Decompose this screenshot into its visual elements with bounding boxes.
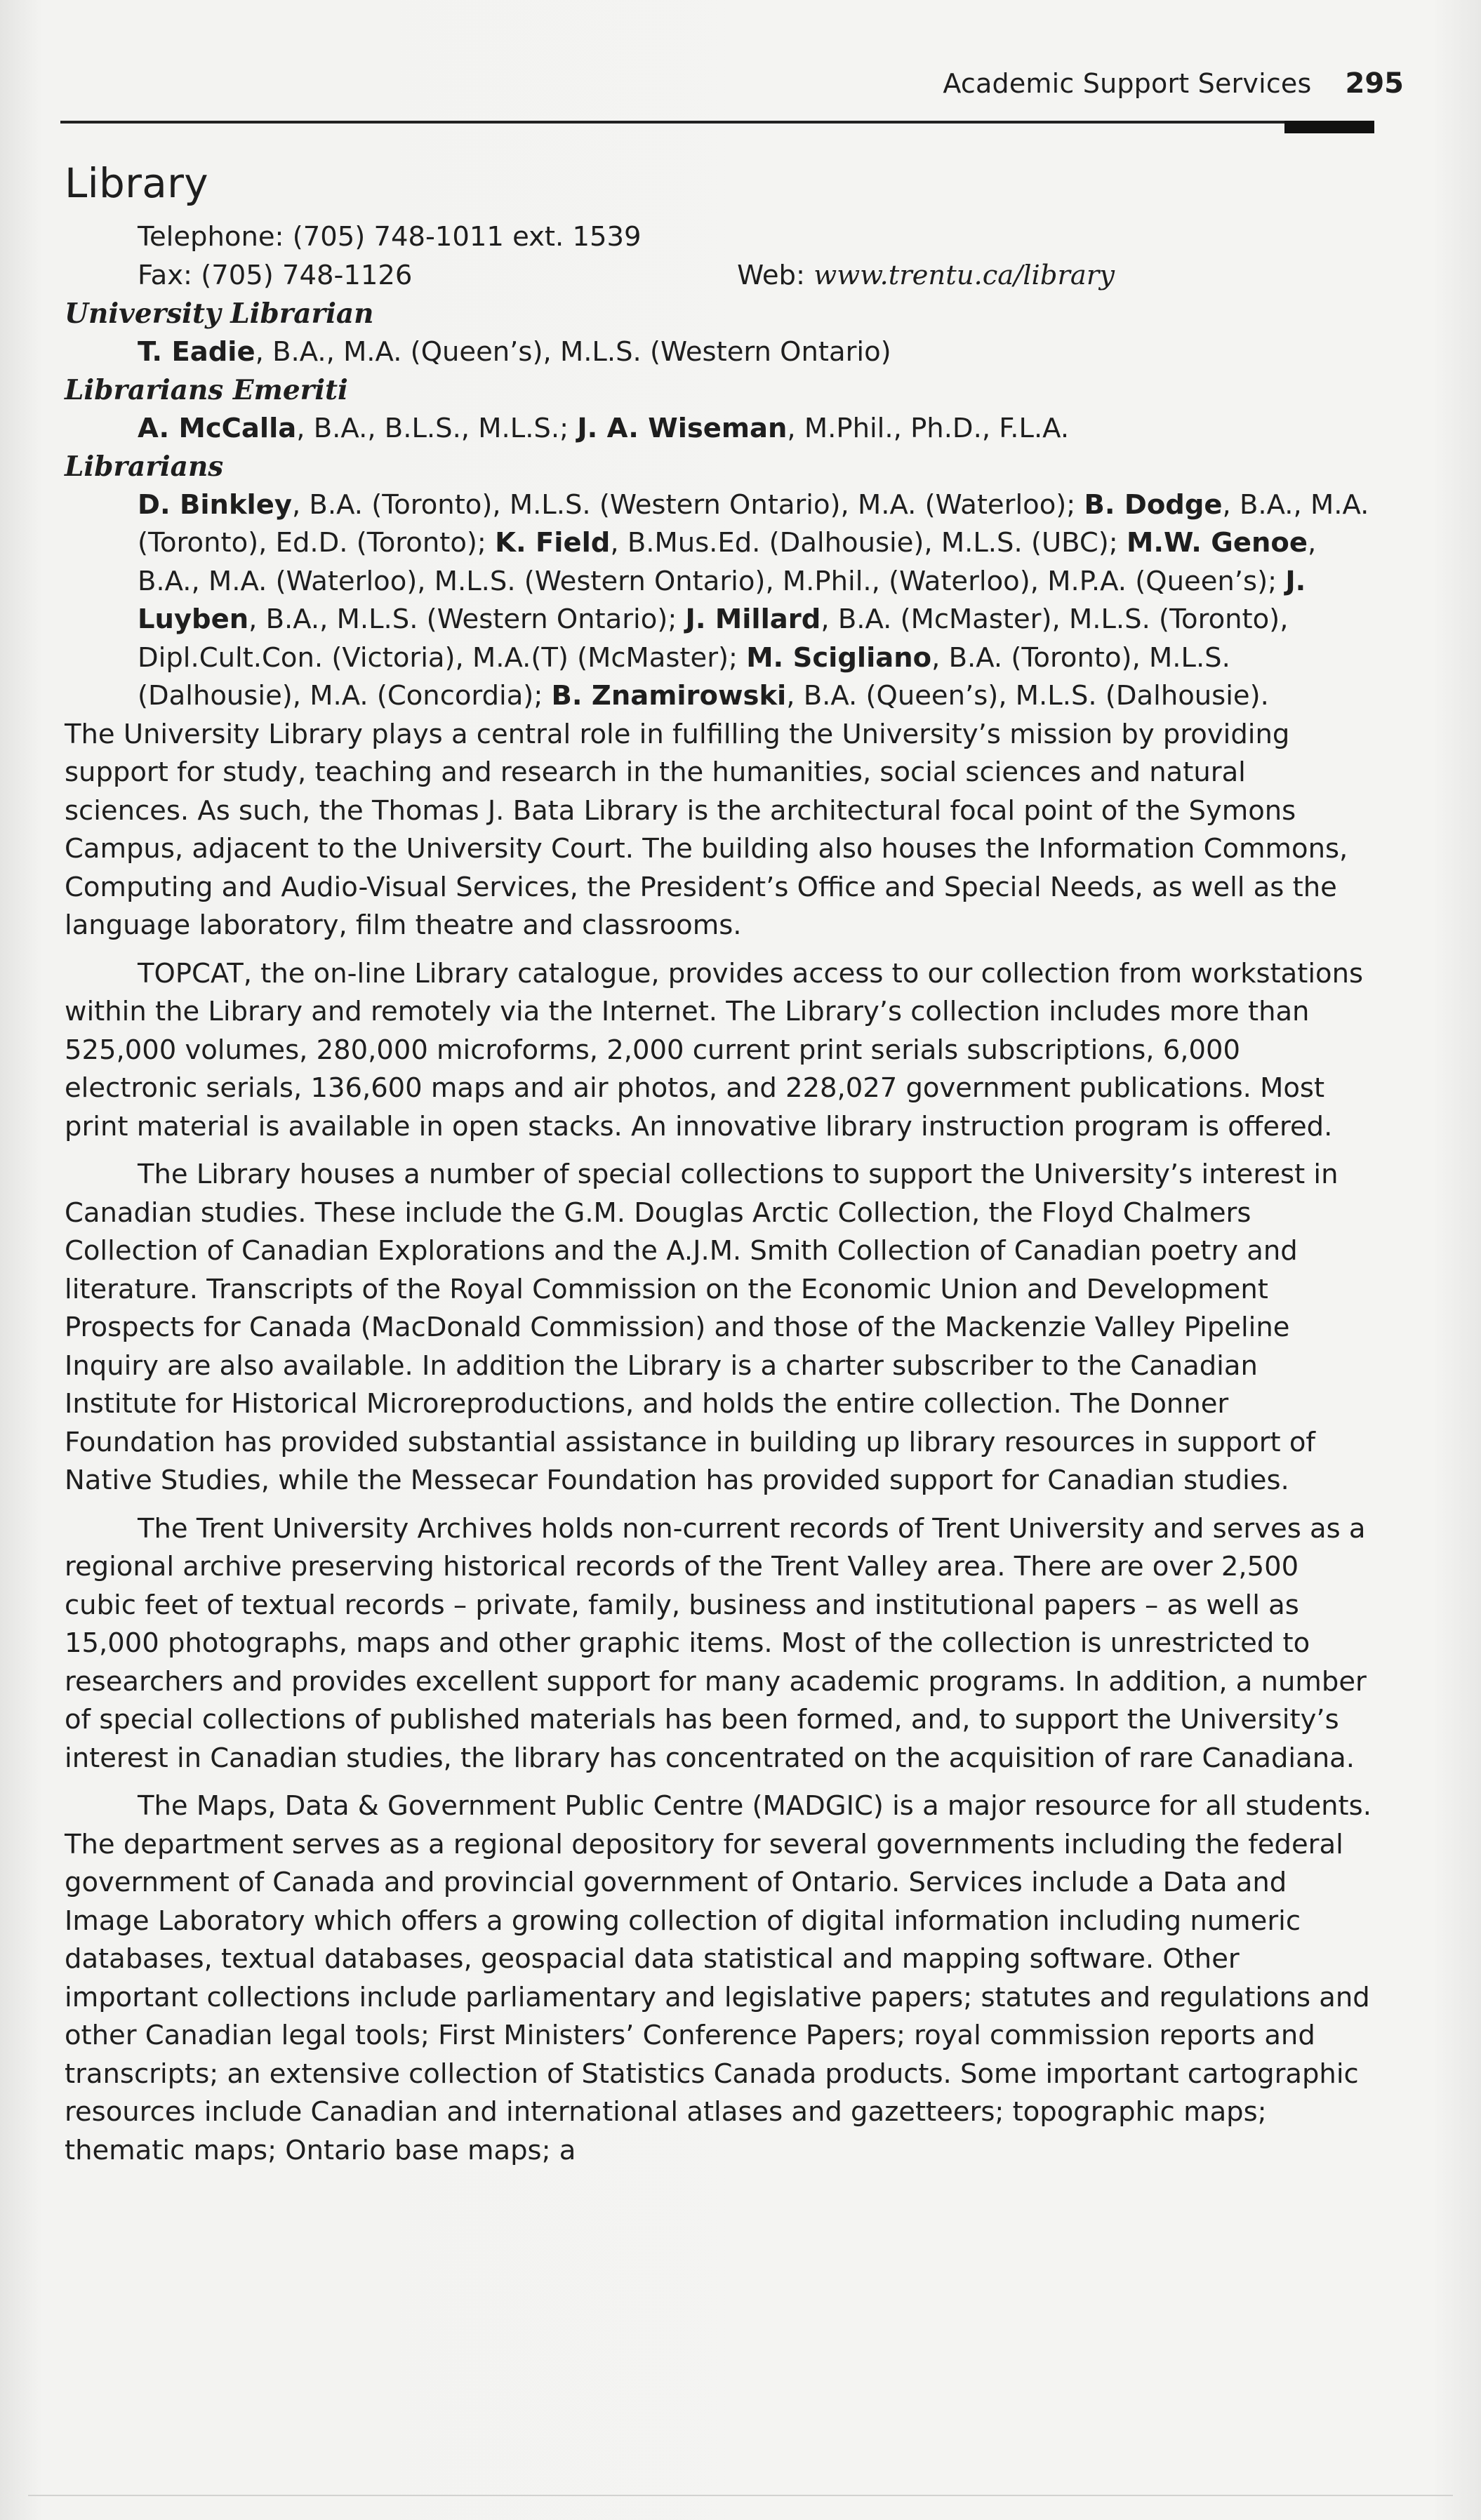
fax-web-line xyxy=(65,257,1374,295)
telephone-text: Telephone: (705) 748-1011 ext. 1539 xyxy=(138,221,642,253)
staff-name: B. Dodge xyxy=(1084,488,1223,521)
page-bottom-edge xyxy=(28,2495,1453,2496)
body-paragraph: The Library houses a number of special collections to support the University’s interest in Canadian studies. These include the G.M. Douglas Arctic Collection, the Floyd Chalmers Collection of Canadian Explorations and the A.J.M. Smith Collection of Canadian poetry and literature. Transcripts of the Royal Commission on the Economic Union and Development Prospects for Canada (MacDonald Commission) and those of the Mackenzie Valley Pipeline Inquiry are also available. In addition the Library is a charter subscriber to the Canadian Institute for Historical Microreproductions, and holds the entire collection. The Donner Foundation has provided substantial assistance in building up library resources in support of Native Studies, while the Messecar Foundation has provided support for Canadian studies. xyxy=(65,1159,1339,1496)
librarians-emeriti-heading: Librarians Emeriti xyxy=(65,374,348,406)
telephone-line xyxy=(65,218,1374,257)
staff-credentials: , B.A., M.L.S. (Western Ontario); xyxy=(248,604,686,635)
web-label: Web: xyxy=(737,259,805,291)
web-address xyxy=(737,257,1115,295)
web-url: www.trentu.ca/library xyxy=(813,259,1115,291)
body-paragraph: The Trent University Archives holds non-current records of Trent University and serves as a regional archive preserving historical records of the Trent Valley area. There are over 2,500 cubic feet of textual records – private, family, business and institutional papers – as well as 15,000 photographs, maps and other graphic items. Most of the collection is unrestricted to researchers and provides excellent support for many academic programs. In addition, a number of special collections of published materials has been formed, and, to support the University’s interest in Canadian studies, the library has concentrated on the acquisition of rare Canadiana. xyxy=(65,1512,1367,1774)
staff-credentials: , M.Phil., Ph.D., F.L.A. xyxy=(787,412,1070,444)
staff-credentials: , B.A., B.L.S., M.L.S.; xyxy=(296,412,578,444)
staff-name: D. Binkley xyxy=(138,488,292,521)
body-paragraph: The Maps, Data & Government Public Centre (MADGIC) is a major resource for all students. The department serves as a regional depository for several governments including the federal government of Canada and provincial government of Ontario. Services include a Data and Image Laboratory which offers a growing collection of digital information including numeric databases, textual databases, geospacial data statistical and mapping software. Other important collections include parliamentary and legislative papers; statutes and regulations and other Canadian legal tools; First Ministers’ Conference Papers; royal commission reports and transcripts; an extensive collection of Statistics Canada products. Some important cartographic resources include Canadian and international atlases and gazetteers; topographic maps; thematic maps; Ontario base maps; a xyxy=(65,1790,1372,2166)
section-title: Academic Support Services xyxy=(943,68,1312,99)
staff-credentials: , B.A. (Queen’s), M.L.S. (Dalhousie). xyxy=(786,680,1269,712)
staff-credentials: , B.A. (Toronto), M.L.S. (Dalhousie), M.A. (Concordia); xyxy=(138,641,1230,712)
header-rule-tab xyxy=(1284,121,1374,133)
staff-name: J. A. Wiseman xyxy=(577,412,788,444)
staff-name: A. McCalla xyxy=(138,412,297,444)
body-paragraph: The University Library plays a central role in fulfilling the University’s mission by providing support for study, teaching and research in the humanities, social sciences and natural sciences. As such, the Thomas J. Bata Library is the architectural focal point of the Symons Campus, adjacent to the University Court. The building also houses the Information Commons, Computing and Audio-Visual Services, the President’s Office and Special Needs, as well as the language laboratory, film theatre and classrooms. xyxy=(65,718,1348,941)
university-librarian-list xyxy=(65,333,1374,372)
university-librarian-heading: University Librarian xyxy=(65,298,374,330)
staff-credentials: , B.A. (McMaster), M.L.S. (Toronto), Dipl.Cult.Con. (Victoria), M.A.(T) (McMaster); xyxy=(138,604,1289,674)
librarians-heading: Librarians xyxy=(65,451,224,483)
running-header xyxy=(772,67,1404,116)
staff-name: B. Znamirowski xyxy=(551,680,787,712)
page-content xyxy=(65,158,1374,2170)
header-rule xyxy=(60,121,1374,124)
fax-text: Fax: (705) 748-1126 xyxy=(138,259,413,291)
staff-name: M. Scigliano xyxy=(746,641,932,674)
staff-credentials: , B.Mus.Ed. (Dalhousie), M.L.S. (UBC); xyxy=(610,527,1127,559)
staff-credentials: , B.A., M.A. (Toronto), Ed.D. (Toronto); xyxy=(138,488,1369,559)
staff-credentials: , B.A., M.A. (Queen’s), M.L.S. (Western Ontario) xyxy=(255,335,891,368)
staff-name: T. Eadie xyxy=(138,335,255,368)
librarians-list xyxy=(65,486,1374,716)
library-heading: Library xyxy=(65,159,208,207)
staff-name: J. Millard xyxy=(685,604,821,635)
body-paragraph: TOPCAT, the on-line Library catalogue, provides access to our collection from workstations within the Library and remotely via the Internet. The Library’s collection includes more than 525,000 volumes, 280,000 microforms, 2,000 current print serials subscriptions, 6,000 electronic serials, 136,600 maps and air photos, and 228,027 government publications. Most print material is available in open stacks. An innovative library instruction program is offered. xyxy=(65,957,1364,1142)
staff-credentials: , B.A., M.A. (Waterloo), M.L.S. (Western Ontario), M.Phil., (Waterloo), M.P.A. (Queen’s); xyxy=(138,527,1317,597)
staff-name: M.W. Genoe xyxy=(1127,527,1308,559)
staff-name: K. Field xyxy=(495,527,611,559)
staff-name: J. Luyben xyxy=(138,565,1306,635)
staff-credentials: , B.A. (Toronto), M.L.S. (Western Ontario), M.A. (Waterloo); xyxy=(291,488,1084,521)
librarians-emeriti-list xyxy=(65,410,1374,448)
page-number: 295 xyxy=(1345,67,1404,100)
